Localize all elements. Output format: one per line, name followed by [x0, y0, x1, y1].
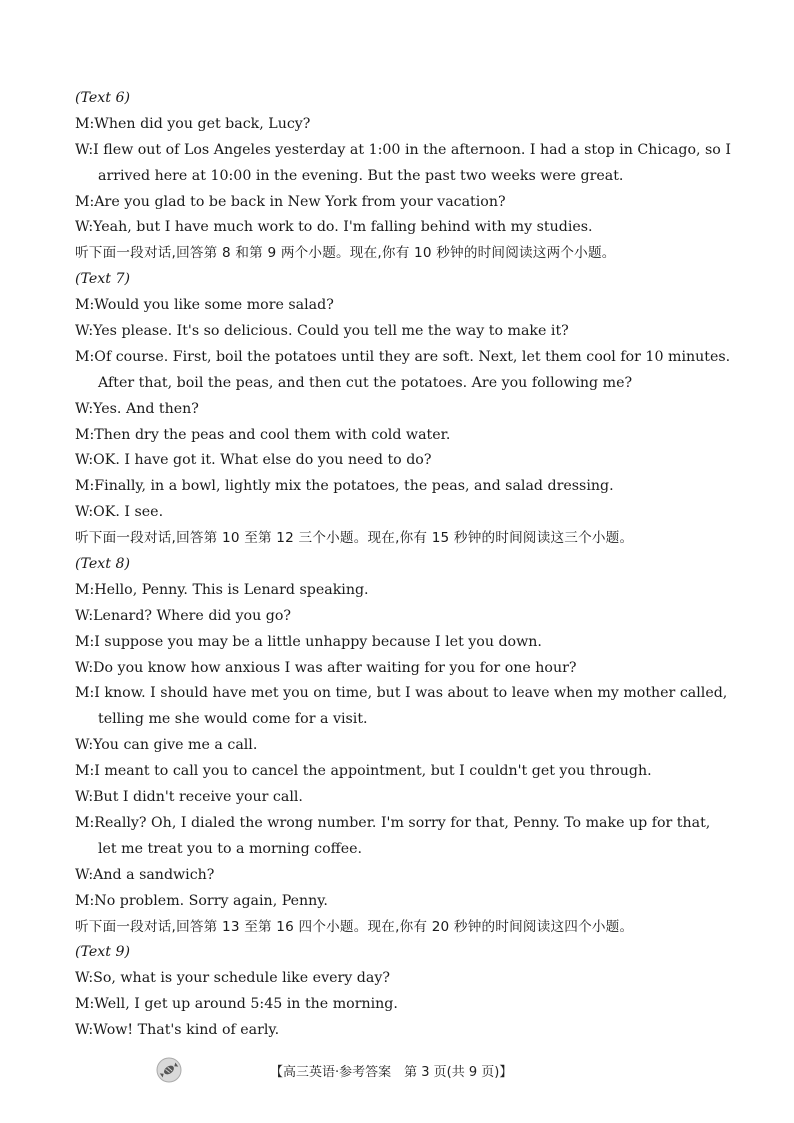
footer-page-info: 【高三英语·参考答案 第 3 页(共 9 页)】: [270, 1065, 513, 1080]
dialogue-line: W:But I didn't receive your call.: [75, 789, 303, 806]
dialogue-line: W:Lenard? Where did you go?: [75, 607, 291, 624]
text-section-label: (Text 9): [75, 944, 131, 961]
dialogue-line: M:I meant to call you to cancel the appointment, but I couldn't get you through.: [75, 763, 652, 780]
dialogue-line: M:When did you get back, Lucy?: [75, 115, 311, 132]
instruction-line: 听下面一段对话,回答第 13 至第 16 四个小题。现在,你有 20 秒钟的时间阅读这四个小题。: [75, 918, 634, 935]
dialogue-continuation-line: telling me she would come for a visit.: [98, 711, 368, 728]
text-section-label: (Text 8): [75, 556, 131, 573]
text-section-label: (Text 7): [75, 271, 131, 288]
dialogue-line: W:Yes please. It's so delicious. Could you tell me the way to make it?: [75, 323, 569, 340]
dialogue-line: W:OK. I see.: [75, 504, 164, 521]
dialogue-line: M:Would you like some more salad?: [75, 297, 334, 314]
transcript-body: [75, 86, 735, 1044]
dialogue-line: M:Finally, in a bowl, lightly mix the potatoes, the peas, and salad dressing.: [75, 478, 614, 495]
dialogue-continuation-line: After that, boil the peas, and then cut the potatoes. Are you following me?: [98, 374, 633, 391]
dialogue-continuation-line: arrived here at 10:00 in the evening. But the past two weeks were great.: [98, 167, 624, 184]
dialogue-line: W:Wow! That's kind of early.: [75, 1022, 280, 1039]
dialogue-line: W:Yes. And then?: [75, 400, 199, 417]
dialogue-line: W:I flew out of Los Angeles yesterday at 1:00 in the afternoon. I had a stop in Chicago, so I: [75, 141, 731, 158]
dialogue-line: W:And a sandwich?: [75, 866, 215, 883]
text-section-label: (Text 6): [75, 90, 131, 106]
page-footer: [150, 1055, 650, 1085]
dialogue-line: W:So, what is your schedule like every day?: [75, 970, 390, 987]
dialogue-line: W:OK. I have got it. What else do you need to do?: [75, 452, 432, 469]
dialogue-line: M:I know. I should have met you on time, but I was about to leave when my mother called,: [75, 685, 728, 702]
dialogue-line: W:Yeah, but I have much work to do. I'm falling behind with my studies.: [75, 219, 593, 236]
dialogue-line: M:Really? Oh, I dialed the wrong number. I'm sorry for that, Penny. To make up for that,: [75, 814, 711, 831]
dialogue-continuation-line: let me treat you to a morning coffee.: [98, 840, 363, 857]
dialogue-line: M:Of course. First, boil the potatoes until they are soft. Next, let them cool for 10 minutes.: [75, 348, 731, 365]
dialogue-line: M:Are you glad to be back in New York from your vacation?: [75, 193, 506, 210]
dialogue-line: M:Hello, Penny. This is Lenard speaking.: [75, 581, 369, 598]
dialogue-line: M:Well, I get up around 5:45 in the morning.: [75, 996, 398, 1013]
dialogue-line: M:No problem. Sorry again, Penny.: [75, 892, 328, 909]
instruction-line: 听下面一段对话,回答第 10 至第 12 三个小题。现在,你有 15 秒钟的时间阅读这三个小题。: [75, 530, 634, 547]
dialogue-line: W:Do you know how anxious I was after waiting for you for one hour?: [75, 659, 577, 676]
dialogue-line: M:Then dry the peas and cool them with cold water.: [75, 426, 451, 443]
dialogue-line: M:I suppose you may be a little unhappy because I let you down.: [75, 633, 542, 650]
candy-icon: [156, 1057, 182, 1083]
dialogue-line: W:You can give me a call.: [75, 737, 258, 754]
instruction-line: 听下面一段对话,回答第 8 和第 9 两个小题。现在,你有 10 秒钟的时间阅读这两个小题。: [75, 245, 616, 262]
